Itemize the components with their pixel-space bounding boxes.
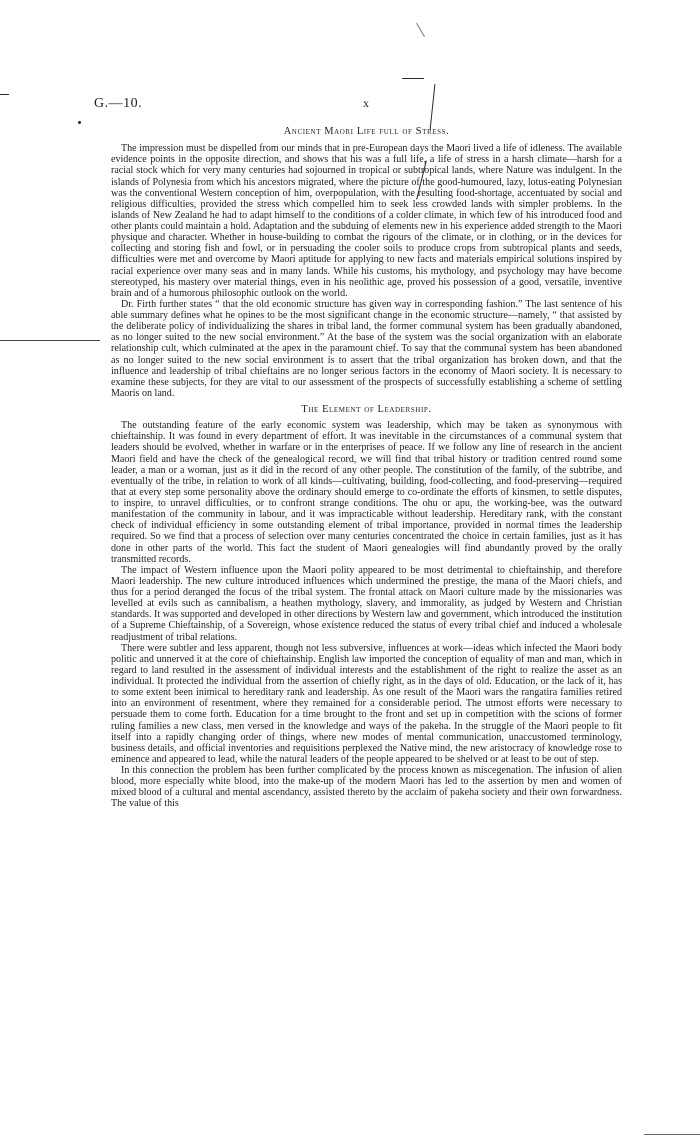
- document-reference: G.—10.: [94, 96, 143, 111]
- scan-mark: [416, 23, 425, 37]
- paragraph: Dr. Firth further states “ that the old economic structure has given way in corresponding fashion.” The last sentence of his able summary defines what he opines to be the most significant change in the economic structure—namely, “ that assisted by the deliberate policy of individualizing the shares in tribal land, the former communal system has been gradually abandoned, as no longer suited to the new social environment.” At the base of the system was the social organization with an elaborate relationship cult, which culminated at the apex in the paramount chief. To say that the communal system has been abandoned as no longer suited to the new social environment is to assert that the tribal organization has broken down, and that the influence and leadership of tribal chieftains are no longer serious factors in the economy of Maori society. It is necessary to examine these subjects, for they are vital to our assessment of the prospects of successfully establishing a scheme of settling Maoris on land.: [111, 298, 622, 399]
- section-heading: The Element of Leadership.: [301, 404, 432, 415]
- scan-mark: [0, 94, 9, 95]
- scan-mark: [402, 78, 424, 79]
- scan-mark: [0, 340, 100, 341]
- paragraph: The impression must be dispelled from our minds that in pre-European days the Maori lived a life of idleness. The available evidence points in the opposite direction, and shows that his was a full life, a life of stress in a harsh climate—harsh for a racial stock which for very many centuries had sojourned in tropical or subtropical lands, where Nature was indulgent. In the islands of Polynesia from which his ancestors migrated, where the picture of the good-humoured, lazy, lotus-eating Polynesian was the conventional Western conception of him, overpopulation, with the resulting food-shortage, accentuated by social and religious difficulties, provided the stress which compelled him to seek less crowded lands with simpler problems. In the islands of New Zealand he had to adapt himself to the conditions of a colder climate, in which few of his introduced food and other plants could maintain a hold. Adaptation and the subduing of elements new in his experience added strength to the Maori physique and character. Whether in house-building to combat the rigours of the climate, or in clothing, or in the devices for collecting and storing fish and fowl, or in persuading the cooler soils to produce crops from subtropical plants and seeds, difficulties were met and overcome by Maori aptitude for applying to new facts and materials empirical solutions inspired by racial experience over many seas and in many lands. While his customs, his mythology, and psychology may have become stereotyped, his mastery over material things, even in his neolithic age, proved his possession of a good, versatile, inventive brain and of a humorous philosophic outlook on the world.: [111, 143, 622, 299]
- paragraph: The impact of Western influence upon the Maori polity appeared to be most detrimental to chieftainship, and therefore Maori leadership. The new culture introduced influences which undermined the prestige, the mana of the Maori chiefs, and thus for a period deranged the focus of the tribal system. The frontal attack on Maori culture made by the missionaries was levelled at evils such as cannibalism, a heathen mythology, slavery, and immorality, as judged by Western and Christian standards. It was supported and developed in other directions by Western law and government, which introduced the institution of a Supreme Chieftainship, of a Sovereign, whose existence reduced the status of every tribal chief and induced a wholesale readjustment of tribal relations.: [111, 564, 622, 643]
- page-number: x: [363, 96, 369, 110]
- paragraph: The outstanding feature of the early economic system was leadership, which may be taken as synonymous with chieftainship. It was found in every department of effort. It was inevitable in the circumstances of a communal system that leaders should be evolved, whether in warfare or in the enterprises of peace. If we follow any line of research in the ancient Maori field and have the check of the genealogical record, we will find that tribal history or tradition centred round some leader, a man or a woman, just as it did in the record of any other people. The constitution of the family, of the subtribe, and eventually of the tribe, in relation to work of all kinds—cultivating, building, food-collecting, and food-preserving—required that at every step some personality above the ordinary should emerge to co-ordinate the efforts of kinsmen, to settle disputes, to inspire, to unravel difficulties, or to confront strange conditions. The ohu or apu, the working-bee, was the outward manifestation of the community in labour, and it was impracticable without leadership. Hereditary rank, with the constant check of individual efficiency in some outstanding element of tribal importance, provided in normal times the leadership required. So we find that a process of selection over many centuries concentrated the choice in certain families, just as it has done in other parts of the world. This fact the student of Maori genealogies will find abundantly proved by the orally transmitted records.: [111, 420, 622, 565]
- paragraph: In this connection the problem has been further complicated by the process known as miscegenation. The infusion of alien blood, more especially white blood, into the make-up of the modern Maori has led to the assertion by men and women of mixed blood of a cultural and mental ascendancy, assisted thereto by the acclaim of pakeha society and their own forwardness. The value of this: [111, 765, 622, 810]
- scan-mark: [430, 84, 436, 130]
- scan-mark: [644, 1134, 700, 1135]
- scan-mark: [78, 121, 81, 124]
- paragraph: There were subtler and less apparent, though not less subversive, influences at work—ideas which infected the Maori body politic and unnerved it at the core of chieftainship. English law imported the conception of equality of man and man, which in regard to land resulted in the assessment of individual interests and the establishment of the right to realize the asset as an individual. It protected the individual from the assertion of chiefly right, as in the days of old. Education, or the lack of it, has to some extent been inimical to hereditary rank and leadership. As one result of the Maori wars the rangatira families retired into an environment of resentment, where they remained for a considerable period. The utmost efforts were necessary to persuade them to come forth. Education for a time brought to the front and set up in competition with the scions of former ruling families a new class, men versed in the knowledge and ways of the pakeha. In the struggle of the Maori people to fit itself into a rapidly changing order of things, where new modes of mental communication, unaccustomed terminology, business details, and official inventories and requisitions perplexed the Native mind, the new aristocracy of knowledge rose to eminence and appeared to lead, while the natural leaders of the people appeared to be shelved or at least to be out of step.: [111, 642, 622, 765]
- document-body: [111, 126, 622, 810]
- section-heading: Ancient Maori Life full of Stress.: [283, 126, 450, 137]
